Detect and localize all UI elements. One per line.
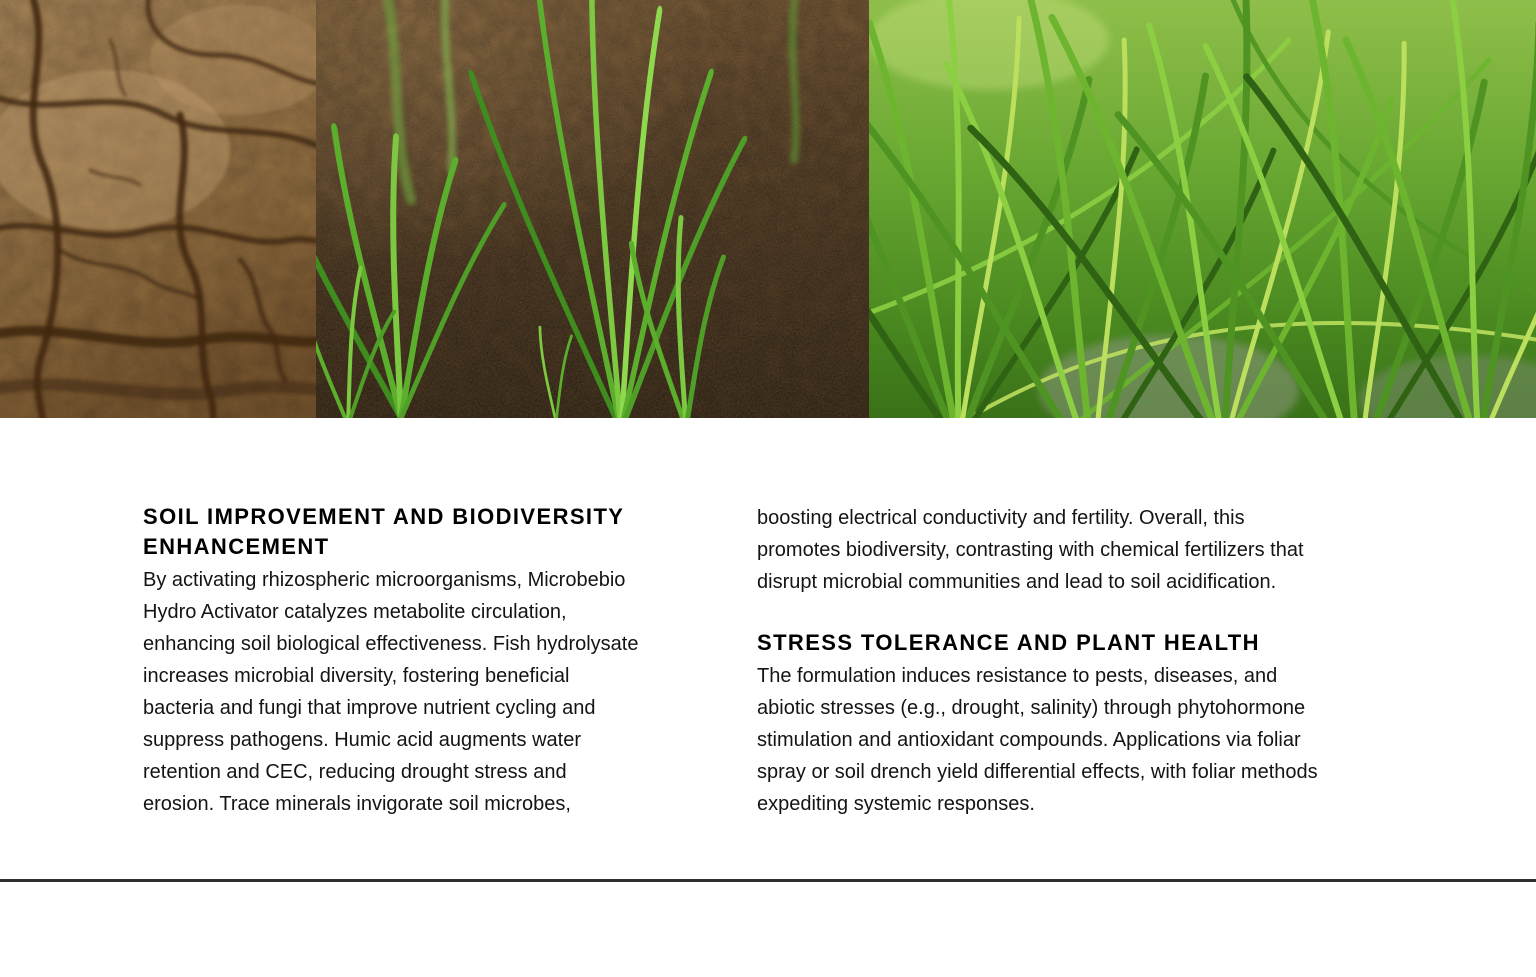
grass-illustration: [869, 0, 1536, 418]
heading-line: SOIL IMPROVEMENT AND BIODIVERSITY: [143, 504, 625, 529]
paragraph-line: stimulation and antioxidant compounds. Applications via foliar: [757, 729, 1301, 751]
photo-cracked-soil: [0, 0, 316, 418]
section-heading-stress-tolerance: STRESS TOLERANCE AND PLANT HEALTH: [757, 630, 1260, 655]
paragraph-line: Hydro Activator catalyzes metabolite circulation,: [143, 601, 567, 623]
hero-photo-strip: [0, 0, 1536, 418]
heading-line: ENHANCEMENT: [143, 534, 330, 559]
paragraph-line: bacteria and fungi that improve nutrient cycling and: [143, 697, 596, 719]
paragraph-line: suppress pathogens. Humic acid augments water: [143, 729, 582, 751]
stress-tolerance-paragraph: [757, 660, 1412, 820]
paragraph-line: increases microbial diversity, fostering beneficial: [143, 665, 570, 687]
cracked-soil-illustration: [0, 0, 316, 418]
paragraph-line: promotes biodiversity, contrasting with chemical fertilizers that: [757, 539, 1304, 561]
paragraph-line: By activating rhizospheric microorganisms, Microbebio: [143, 569, 626, 591]
photo-green-grass: [869, 0, 1536, 418]
left-column: [143, 502, 718, 820]
paragraph-line: enhancing soil biological effectiveness. Fish hydrolysate: [143, 633, 639, 655]
soil-improvement-paragraph: [143, 564, 718, 820]
paragraph-line: abiotic stresses (e.g., drought, salinity) through phytohormone: [757, 697, 1306, 719]
paragraph-line: The formulation induces resistance to pests, diseases, and: [757, 665, 1278, 687]
seedlings-illustration: [316, 0, 869, 418]
paragraph-line: erosion. Trace minerals invigorate soil microbes,: [143, 793, 571, 815]
paragraph-spacer: [757, 598, 1412, 628]
bottom-divider-rule: [0, 879, 1536, 882]
paragraph-line: disrupt microbial communities and lead to soil acidification.: [757, 571, 1277, 593]
paragraph-line: boosting electrical conductivity and fertility. Overall, this: [757, 507, 1245, 529]
right-column: [757, 502, 1412, 820]
paragraph-line: expediting systemic responses.: [757, 793, 1035, 815]
photo-soil-seedlings: [316, 0, 869, 418]
soil-improvement-continuation-paragraph: [757, 502, 1412, 598]
section-heading-soil-improvement: [143, 502, 718, 562]
paragraph-line: spray or soil drench yield differential effects, with foliar methods: [757, 761, 1318, 783]
paragraph-line: retention and CEC, reducing drought stress and: [143, 761, 567, 783]
